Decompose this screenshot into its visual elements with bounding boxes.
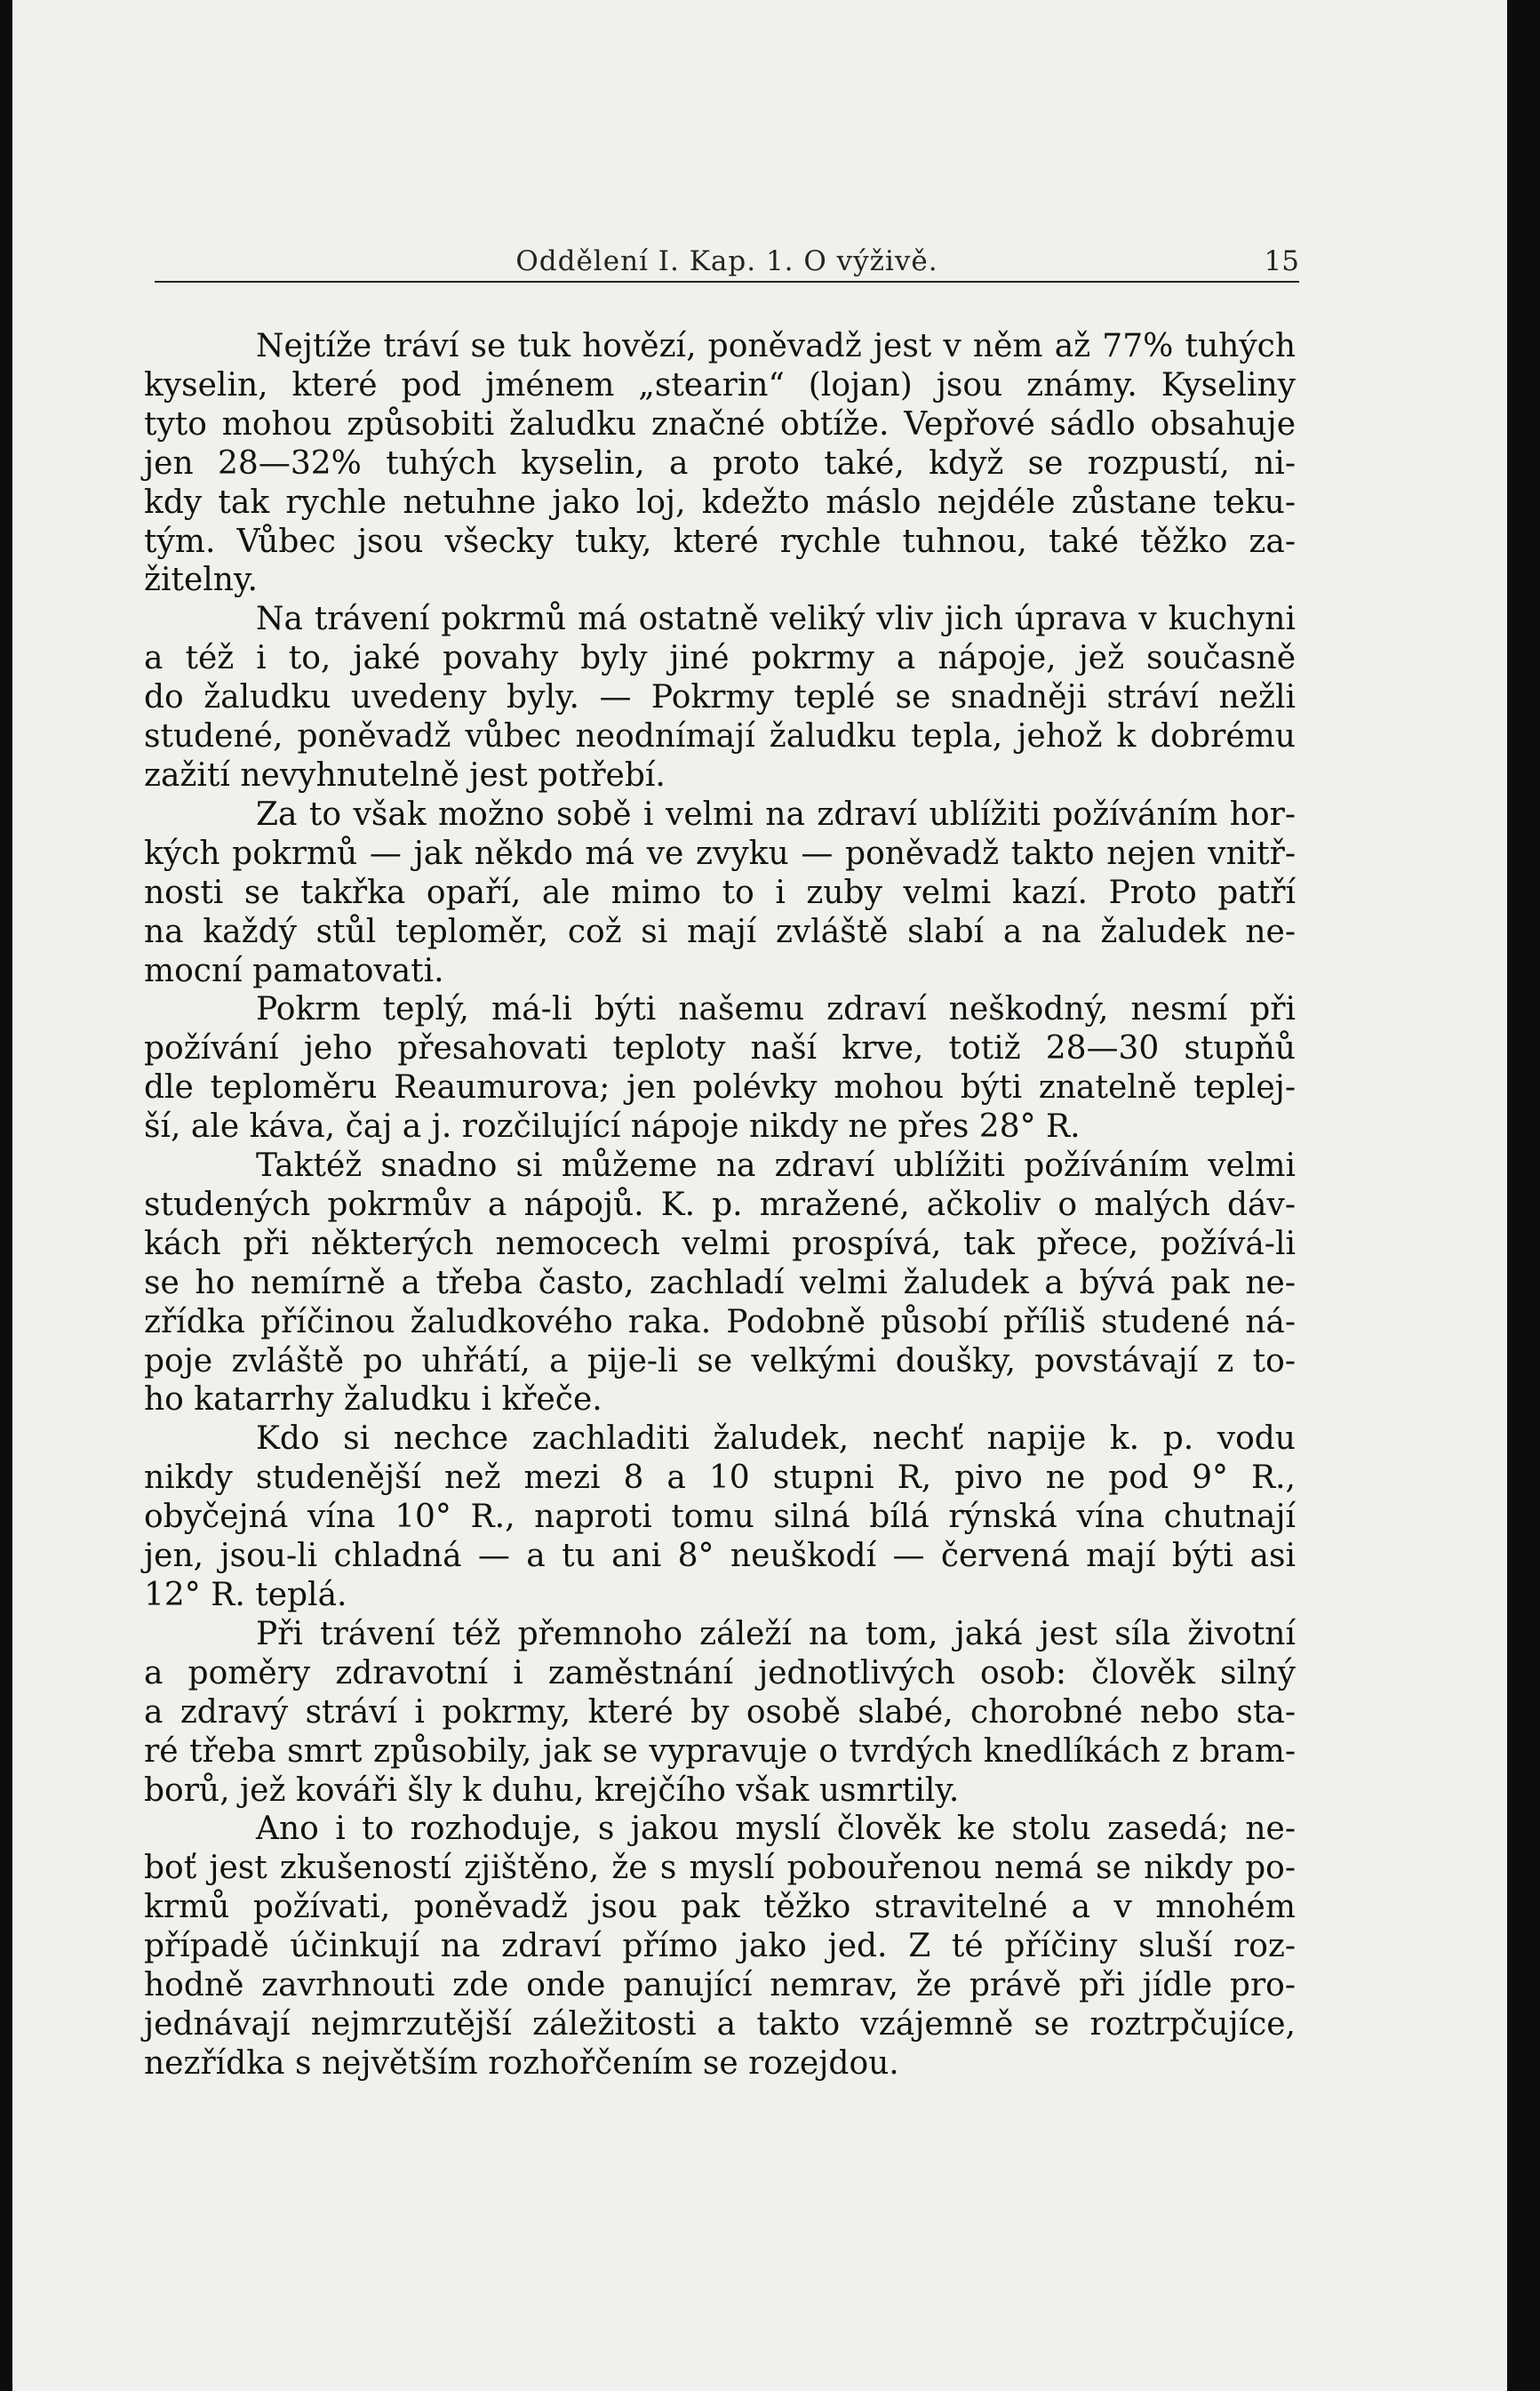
text-line: poje zvláště po uhřátí, a pije-li se velkými doušky, povstávají z to- xyxy=(144,1342,1296,1379)
paragraph xyxy=(144,1615,1296,1811)
text-line: hodně zavrhnouti zde onde panující nemrav, že právě při jídle pro- xyxy=(144,1967,1296,2004)
text-line: ho katarrhy žaludku i křeče. xyxy=(144,1381,602,1419)
text-line: kách při některých nemocech velmi prospívá, tak přece, požívá-li xyxy=(144,1225,1296,1262)
text-line xyxy=(144,327,1296,366)
text-line: dle teploměru Reaumurova; jen polévky mohou býti znatelně teplej- xyxy=(144,1069,1296,1107)
paragraph xyxy=(144,990,1296,1147)
text-line: a též i to, jaké povahy byly jiné pokrmy a nápoje, jež současně xyxy=(144,640,1296,677)
text-line: případě účinkují na zdraví přímo jako jed. Z té příčiny sluší roz- xyxy=(144,1928,1296,1965)
book-page xyxy=(12,0,1507,2391)
text-line: nezřídka s největším rozhořčením se rozejdou. xyxy=(144,2044,899,2082)
text-line: ší, ale káva, čaj a j. rozčilující nápoje nikdy ne přes 28° R. xyxy=(144,1108,1081,1146)
text-line: Za to však možno sobě i velmi na zdraví ublížiti požíváním hor- xyxy=(256,796,1296,833)
paragraph xyxy=(144,796,1296,991)
text-line: kých pokrmů — jak někdo má ve zvyku — poněvadž takto nejen vnitř- xyxy=(144,835,1296,872)
text-line: Taktéž snadno si můžeme na zdraví ublížiti požíváním velmi xyxy=(256,1148,1296,1185)
body-text xyxy=(144,327,1296,2083)
text-line: mocní pamatovati. xyxy=(144,952,444,989)
text-line: 12° R. teplá. xyxy=(144,1577,347,1613)
text-line: jen, jsou-li chladná — a tu ani 8° neuškodí — červená mají býti asi xyxy=(144,1538,1296,1575)
text-line: jednávají nejmrzutější záležitosti a takto vzájemně se roztrpčujíce, xyxy=(144,2005,1296,2043)
text-line: žitelny. xyxy=(144,562,258,599)
text-line: obyčejná vína 10° R., naproti tomu silná bílá rýnská vína chutnají xyxy=(144,1499,1296,1536)
text-line: borů, jež kováři šly k duhu, krejčího však usmrtily. xyxy=(144,1771,960,1809)
text-line: krmů požívati, poněvadž jsou pak těžko stravitelné a v mnohém xyxy=(144,1889,1296,1926)
text-line: se ho nemírně a třeba často, zachladí velmi žaludek a bývá pak ne- xyxy=(144,1264,1296,1301)
paragraph xyxy=(144,1147,1296,1419)
text-line: požívání jeho přesahovati teploty naší krve, totiž 28—30 stupňů xyxy=(144,1030,1296,1068)
page-number: 15 xyxy=(1264,245,1299,277)
paragraph xyxy=(144,327,1296,600)
text-line: a poměry zdravotní i zaměstnání jednotlivých osob: člověk silný xyxy=(144,1654,1296,1691)
text-line: na každý stůl teploměr, což si mají zvláště slabí a na žaludek ne- xyxy=(144,913,1296,950)
text-line: zřídka příčinou žaludkového raka. Podobně působí příliš studené ná- xyxy=(144,1303,1296,1340)
text-line: studené, poněvadž vůbec neodnímají žaludku tepla, jehož k dobrému xyxy=(144,718,1296,756)
text-line: tyto mohou způsobiti žaludku značné obtíže. Vepřové sádlo obsahuje xyxy=(144,405,1296,443)
text-line: tým. Vůbec jsou všecky tuky, které rychle tuhnou, také těžko za- xyxy=(144,523,1296,560)
text-line: a zdravý stráví i pokrmy, které by osobě slabé, chorobné nebo sta- xyxy=(144,1693,1296,1731)
text-line: Kdo si nechce zachladiti žaludek, nechť napije k. p. vodu xyxy=(256,1420,1296,1458)
text-line: boť jest zkušeností zjištěno, že s myslí pobouřenou nemá se nikdy po- xyxy=(144,1850,1296,1887)
text-line: jen 28—32% tuhých kyselin, a proto také, když se rozpustí, ni- xyxy=(144,444,1296,482)
text-line: nikdy studenější než mezi 8 a 10 stupni R, pivo ne pod 9° R., xyxy=(144,1459,1296,1497)
text-line: Pokrm teplý, má-li býti našemu zdraví neškodný, nesmí při xyxy=(256,991,1296,1028)
text-line: do žaludku uvedeny byly. — Pokrmy teplé se snadněji stráví nežli xyxy=(144,679,1296,716)
text-line: Při trávení též přemnoho záleží na tom, jaká jest síla životní xyxy=(256,1615,1296,1652)
text-line: nosti se takřka opaří, ale mimo to i zuby velmi kazí. Proto patří xyxy=(144,874,1296,911)
paragraph xyxy=(144,600,1296,796)
text-line: ré třeba smrt způsobily, jak se vypravuje o tvrdých knedlíkách z bram- xyxy=(144,1732,1296,1770)
running-head: Oddělení I. Kap. 1. O výživě. xyxy=(515,245,938,277)
text-line-tail: tuhých xyxy=(1185,328,1297,364)
text-line: kyselin, které pod jménem „stearin“ (lojan) jsou známy. Kyseliny xyxy=(144,366,1296,404)
text-line: studených pokrmův a nápojů. K. p. mražené, ačkoliv o malých dáv- xyxy=(144,1186,1296,1223)
text-line-content: Nejtíže tráví se tuk hovězí, poněvadž jest v něm až 77% xyxy=(256,328,1174,364)
paragraph xyxy=(144,1810,1296,2083)
text-line: Na trávení pokrmů má ostatně veliký vliv jich úprava v kuchyni xyxy=(256,601,1296,638)
paragraph xyxy=(144,1419,1296,1615)
text-line: kdy tak rychle netuhne jako loj, kdežto máslo nejdéle zůstane teku- xyxy=(144,484,1296,521)
text-line: Ano i to rozhoduje, s jakou myslí člověk ke stolu zasedá; ne- xyxy=(256,1811,1296,1848)
page-header xyxy=(155,240,1299,283)
text-line: zažití nevyhnutelně jest potřebí. xyxy=(144,756,666,794)
